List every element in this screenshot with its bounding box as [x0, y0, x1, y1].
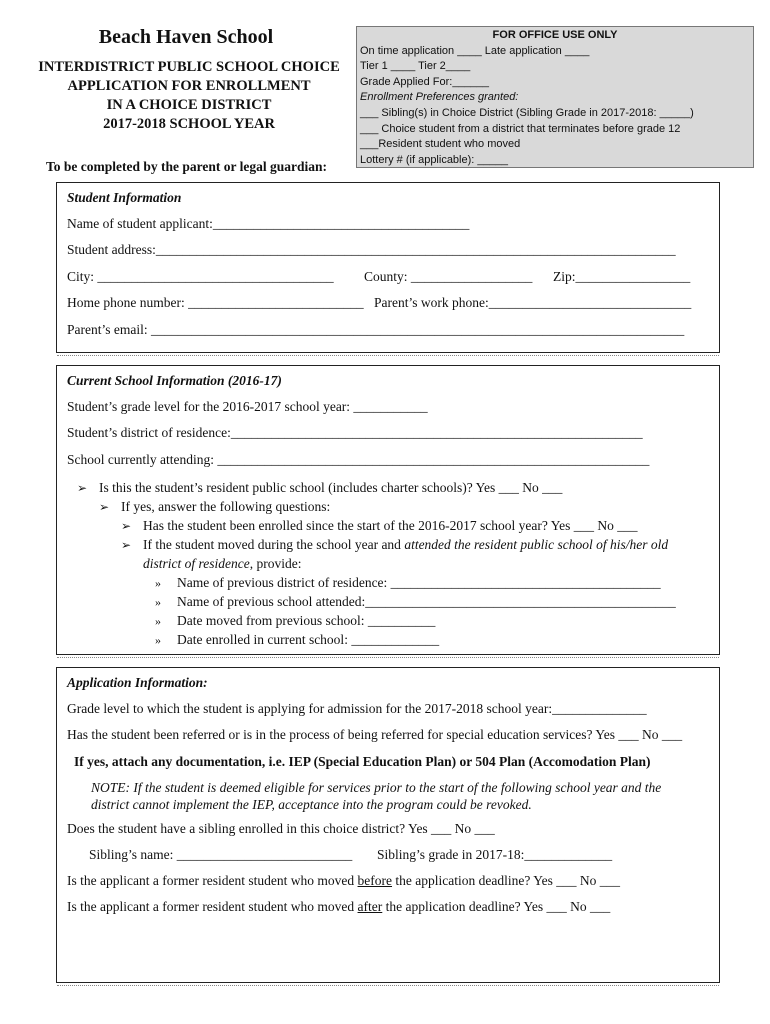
office-use-box: [356, 26, 754, 168]
double-chevron-icon: »: [155, 633, 161, 647]
city-field[interactable]: City: ___________________________________: [67, 269, 334, 284]
office-line-application[interactable]: On time application ____ Late application ____: [360, 44, 590, 57]
eligibility-note-line: district cannot implement the IEP, acceptance into the program could be revoked.: [91, 797, 532, 812]
office-line-preferences: Enrollment Preferences granted:: [360, 91, 519, 104]
moved-during-year-continuation: district of residence, provide:: [143, 556, 302, 571]
arrow-bullet-icon: ➢: [99, 500, 110, 514]
if-yes-instruction: ➢ If yes, answer the following questions:: [99, 499, 331, 514]
work-phone-field[interactable]: Parent’s work phone:______________________________: [374, 295, 692, 310]
moved-before-deadline-question[interactable]: Is the applicant a former resident student who moved before the application deadline? Yes ___ No ___: [67, 873, 620, 888]
student-address-field[interactable]: Student address:_____________________________________________________________________________: [67, 242, 676, 257]
arrow-bullet-icon: ➢: [121, 538, 132, 552]
county-field[interactable]: County: __________________: [364, 269, 533, 284]
date-moved-field[interactable]: » Date moved from previous school: __________: [155, 613, 436, 628]
moved-after-deadline-question[interactable]: Is the applicant a former resident student who moved after the application deadline? Yes ___ No ___: [67, 899, 611, 914]
office-line-tier[interactable]: Tier 1 ____ Tier 2____: [360, 60, 471, 73]
home-phone-field[interactable]: Home phone number: __________________________: [67, 295, 364, 310]
moved-during-year-question: ➢ If the student moved during the school year and attended the resident public school of his/her old: [121, 537, 669, 552]
office-line-lottery[interactable]: Lottery # (if applicable): _____: [360, 153, 508, 166]
arrow-bullet-icon: ➢: [77, 481, 88, 495]
form-title-line: IN A CHOICE DISTRICT: [106, 97, 272, 113]
double-chevron-icon: »: [155, 595, 161, 609]
current-school-section: [56, 365, 720, 655]
school-attending-field[interactable]: School currently attending: ________________________________________________________________: [67, 452, 650, 467]
double-chevron-icon: »: [155, 614, 161, 628]
grade-level-field[interactable]: Student’s grade level for the 2016-2017 school year: ___________: [67, 399, 428, 414]
office-line-sibling[interactable]: ___ Sibling(s) in Choice District (Sibling Grade in 2017-2018: _____): [360, 106, 694, 119]
sibling-name-field[interactable]: Sibling’s name: __________________________: [89, 847, 353, 862]
office-line-resident-moved[interactable]: ___Resident student who moved: [360, 138, 521, 151]
enrolled-since-question[interactable]: ➢ Has the student been enrolled since the start of the 2016-2017 school year? Yes ___ No ___: [121, 518, 638, 533]
completed-by-note: To be completed by the parent or legal guardian:: [46, 159, 328, 174]
section-heading: Current School Information (2016-17): [67, 373, 282, 388]
double-chevron-icon: »: [155, 576, 161, 590]
sibling-grade-field[interactable]: Sibling’s grade in 2017-18:_____________: [377, 847, 613, 862]
arrow-bullet-icon: ➢: [121, 519, 132, 533]
form-title-line: 2017-2018 SCHOOL YEAR: [103, 116, 275, 132]
sibling-question[interactable]: Does the student have a sibling enrolled in this choice district? Yes ___ No ___: [67, 821, 495, 836]
date-enrolled-field[interactable]: » Date enrolled in current school: _____________: [155, 632, 440, 647]
previous-school-field[interactable]: » Name of previous school attended:______________________________________________: [155, 594, 676, 609]
application-information-section: [56, 667, 720, 983]
section-heading: Student Information: [67, 190, 182, 205]
eligibility-note-line: NOTE: If the student is deemed eligible for services prior to the start of the following school year and the: [91, 780, 662, 795]
school-name: Beach Haven School: [98, 26, 274, 48]
student-information-section: [56, 182, 720, 353]
district-residence-field[interactable]: Student’s district of residence:_____________________________________________________________: [67, 425, 643, 440]
office-line-choice-student[interactable]: ___ Choice student from a district that terminates before grade 12: [360, 122, 681, 135]
student-name-field[interactable]: Name of student applicant:______________________________________: [67, 216, 470, 231]
parent-email-field[interactable]: Parent’s email: _______________________________________________________________________________: [67, 322, 685, 337]
office-use-heading: FOR OFFICE USE ONLY: [492, 29, 618, 41]
form-title-line: APPLICATION FOR ENROLLMENT: [67, 78, 311, 94]
section-heading: Application Information:: [67, 675, 208, 690]
resident-school-question[interactable]: ➢ Is this the student’s resident public school (includes charter schools)? Yes ___ No ___: [77, 480, 563, 495]
form-title-line: INTERDISTRICT PUBLIC SCHOOL CHOICE: [38, 59, 340, 75]
office-line-grade[interactable]: Grade Applied For:______: [360, 75, 490, 88]
special-education-question[interactable]: Has the student been referred or is in the process of being referred for special education services? Yes ___ No ___: [67, 727, 683, 742]
previous-district-field[interactable]: » Name of previous district of residence: ________________________________________: [155, 575, 661, 590]
zip-field[interactable]: Zip:_________________: [553, 269, 691, 284]
grade-applying-field[interactable]: Grade level to which the student is applying for admission for the 2017-2018 school year:______________: [67, 701, 647, 716]
attach-documentation-note: If yes, attach any documentation, i.e. IEP (Special Education Plan) or 504 Plan (Accomodation Plan): [74, 754, 651, 769]
form-title: [20, 58, 358, 134]
